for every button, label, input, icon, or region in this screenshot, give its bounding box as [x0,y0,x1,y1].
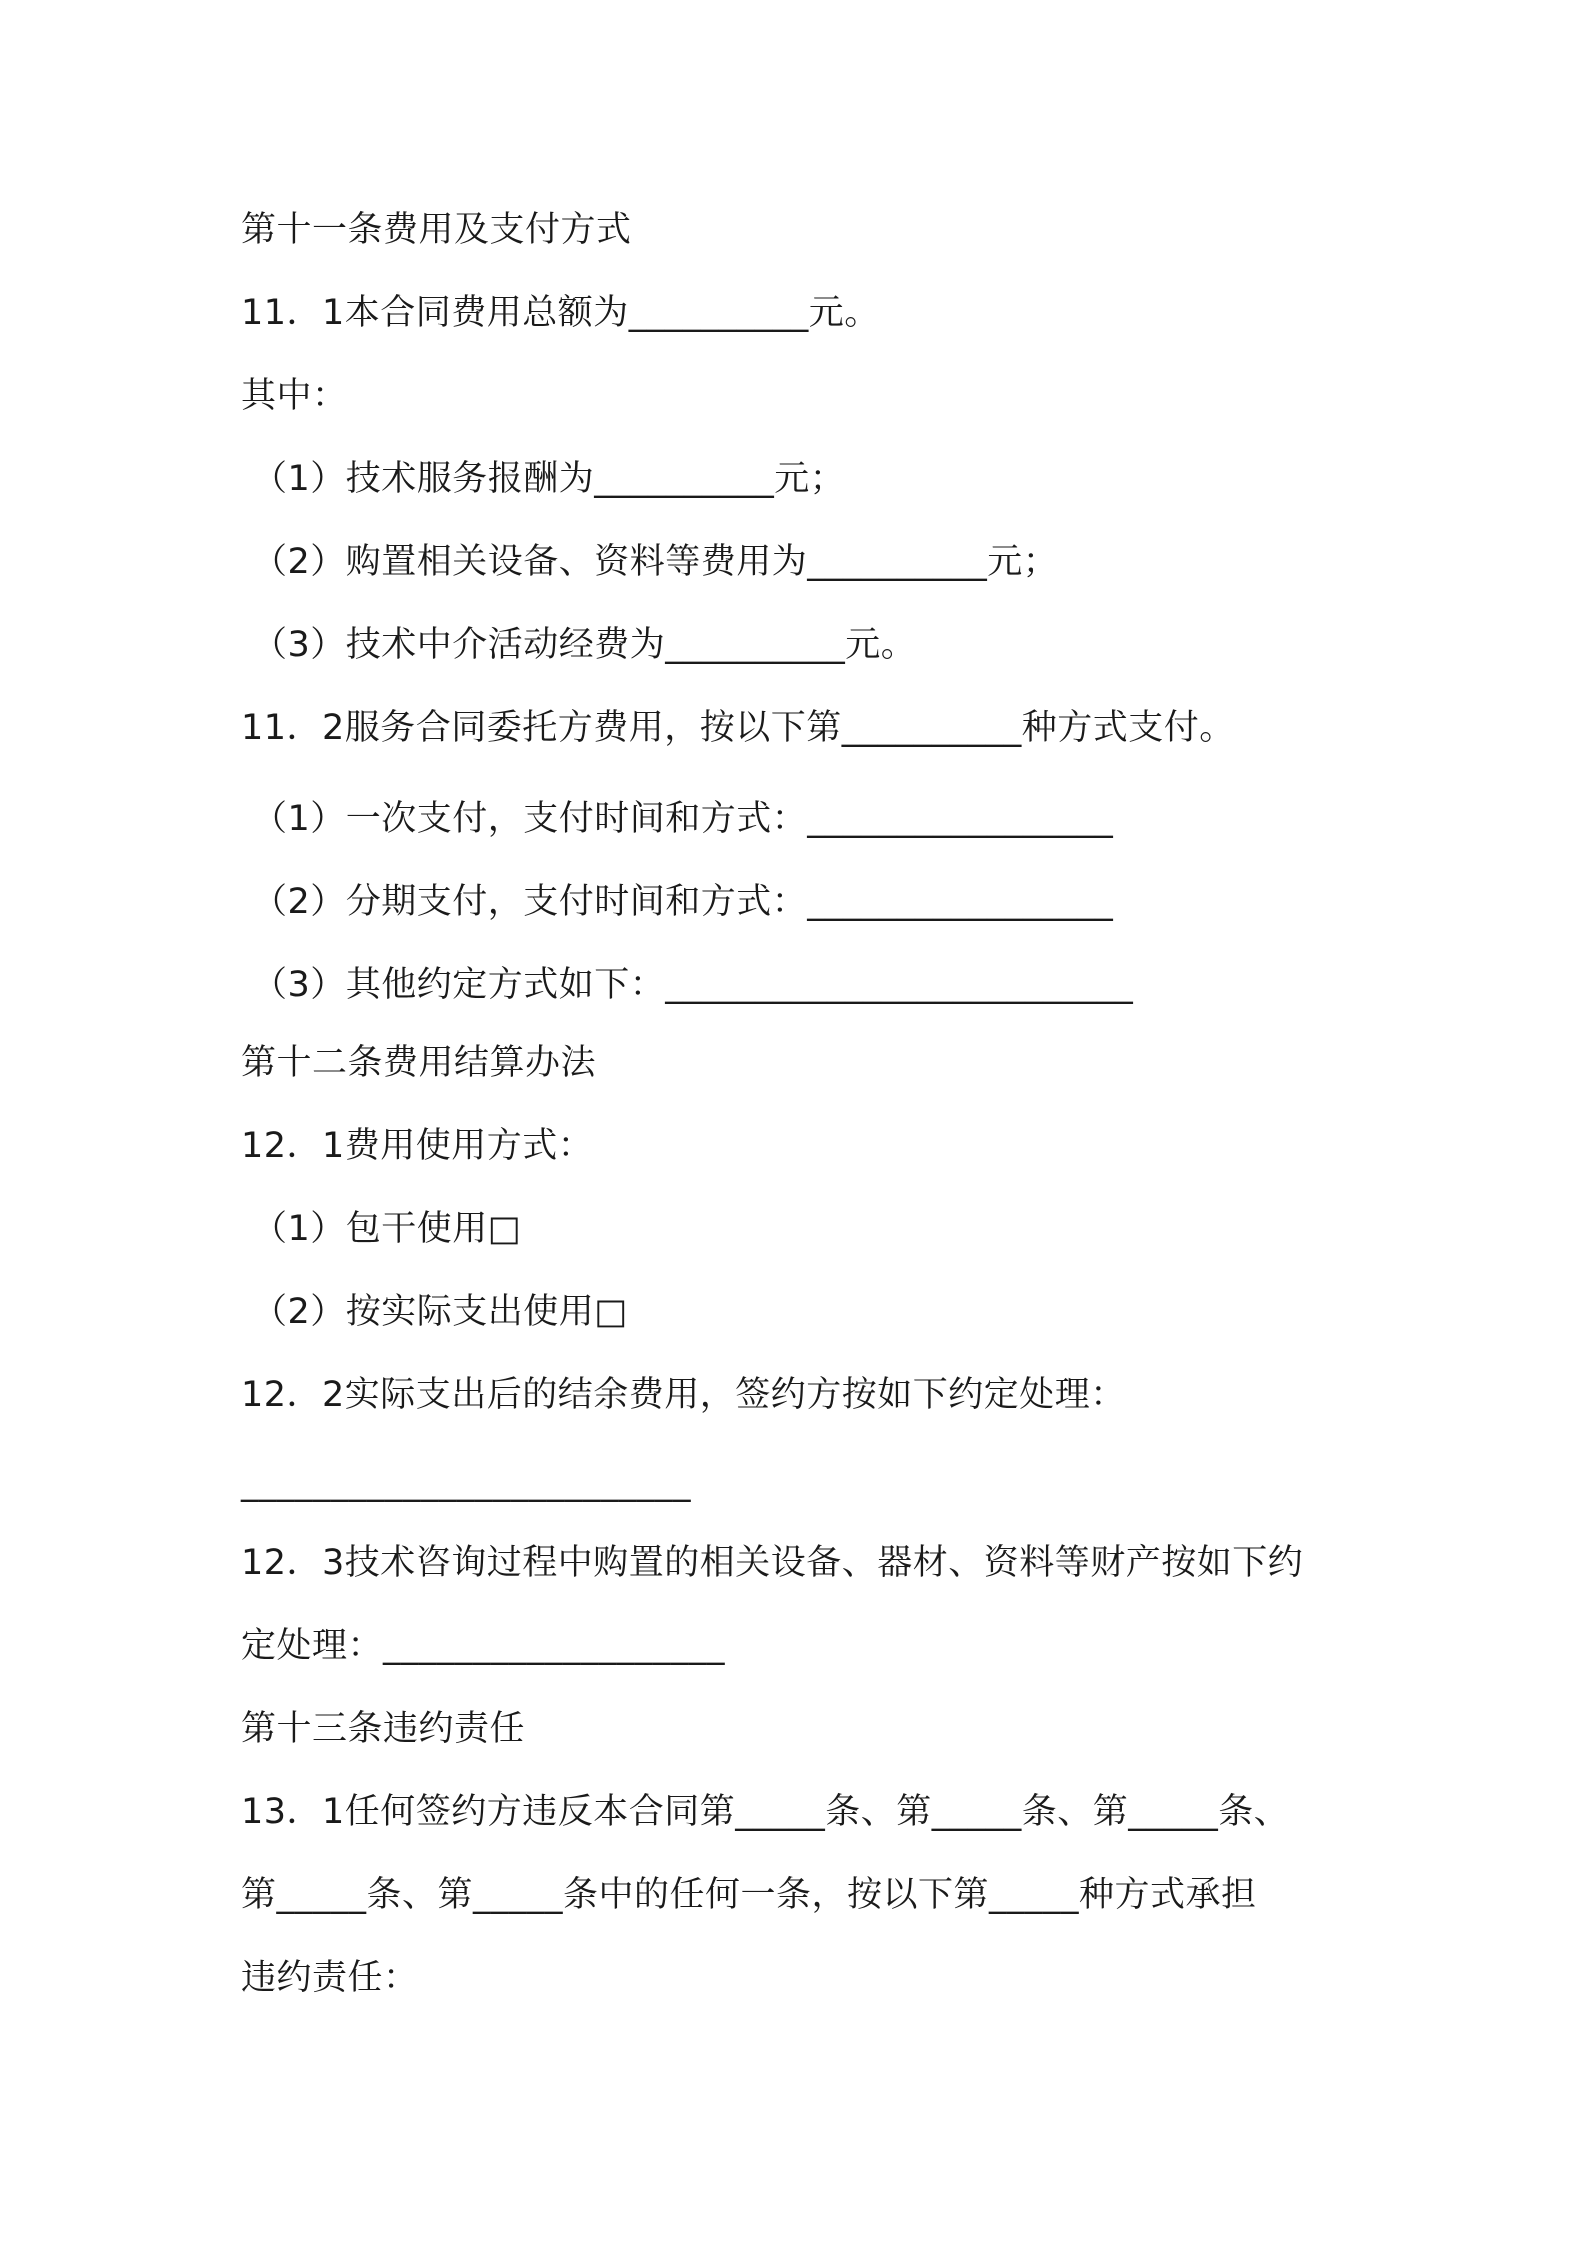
section-heading-13: 第十三条违约责任 [241,1709,526,1749]
clause-12-1-item-2: （2）按实际支出使用□ [252,1292,628,1332]
clause-12-2: 12．2实际支出后的结余费用，签约方按如下约定处理： [241,1375,1126,1415]
clause-12-1-item-1: （1）包干使用□ [252,1209,522,1249]
clause-13-1: 13．1任何签约方违反本合同第_____条、第_____条、第_____条、 [241,1792,1290,1832]
section-heading-11: 第十一条费用及支付方式 [241,210,632,250]
clause-11-1: 11．1本合同费用总额为__________元。 [241,293,880,333]
clause-12-1: 12．1费用使用方式： [241,1126,594,1166]
clause-11-2-item-2: （2）分期支付，支付时间和方式：_________________ [252,882,1114,922]
clause-12-3: 12．3技术咨询过程中购置的相关设备、器材、资料等财产按如下约 [241,1543,1304,1583]
clause-11-2-item-3: （3）其他约定方式如下：__________________________ [252,965,1134,1005]
clause-11-2: 11．2服务合同委托方费用，按以下第__________种方式支付。 [241,708,1235,748]
clause-11-2-item-1: （1）一次支付，支付时间和方式：_________________ [252,799,1114,839]
clause-11-1-item-1: （1）技术服务报酬为__________元； [252,459,846,499]
clause-12-2-blank: _________________________ [241,1463,691,1503]
clause-11-1-item-3: （3）技术中介活动经费为__________元。 [252,625,917,665]
clause-11-1-note: 其中： [241,376,348,416]
clause-13-1-cont-1: 第_____条、第_____条中的任何一条，按以下第_____种方式承担 [241,1875,1257,1915]
clause-11-1-item-2: （2）购置相关设备、资料等费用为__________元； [252,542,1059,582]
clause-12-3-cont: 定处理：___________________ [241,1626,726,1666]
section-heading-12: 第十二条费用结算办法 [241,1043,597,1083]
clause-13-1-cont-2: 违约责任： [241,1958,419,1998]
